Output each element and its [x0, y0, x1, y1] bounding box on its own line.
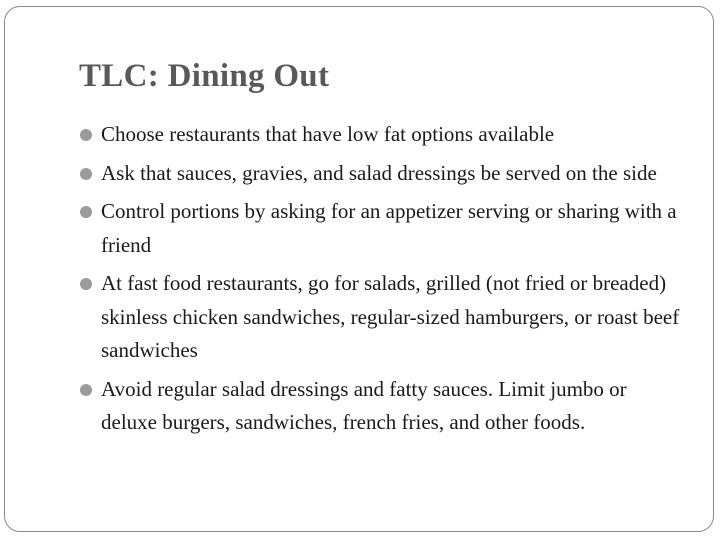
slide-title: TLC: Dining Out: [79, 58, 330, 94]
bullet-text: Choose restaurants that have low fat options available: [101, 122, 555, 146]
bullet-text: At fast food restaurants, go for salads, grilled (not fried or breaded) skinless chicken sandwiches, regular-sized hamburgers, or roast beef sandwiches: [101, 271, 680, 362]
bullet-dot-icon: [80, 206, 92, 218]
bullet-dot-icon: [80, 384, 92, 396]
bullet-text: Ask that sauces, gravies, and salad dressings be served on the side: [101, 160, 657, 185]
bullet-dot-icon: [80, 168, 92, 180]
bullet-item-fast-food: [78, 267, 682, 368]
bullet-list: [78, 118, 682, 445]
bullet-dot-icon: [80, 129, 92, 141]
bullet-dot-icon: [80, 278, 92, 290]
bullet-item-sauces: [78, 157, 682, 191]
bullet-item-portions: [78, 195, 682, 262]
bullet-item-restaurants: [78, 118, 682, 152]
bullet-text: Control portions by asking for an appetizer serving or sharing with a friend: [101, 199, 677, 257]
bullet-item-avoid: [78, 373, 682, 440]
bullet-text: Avoid regular salad dressings and fatty sauces. Limit jumbo or deluxe burgers, sandwiches, french fries, and other foods.: [101, 376, 627, 434]
